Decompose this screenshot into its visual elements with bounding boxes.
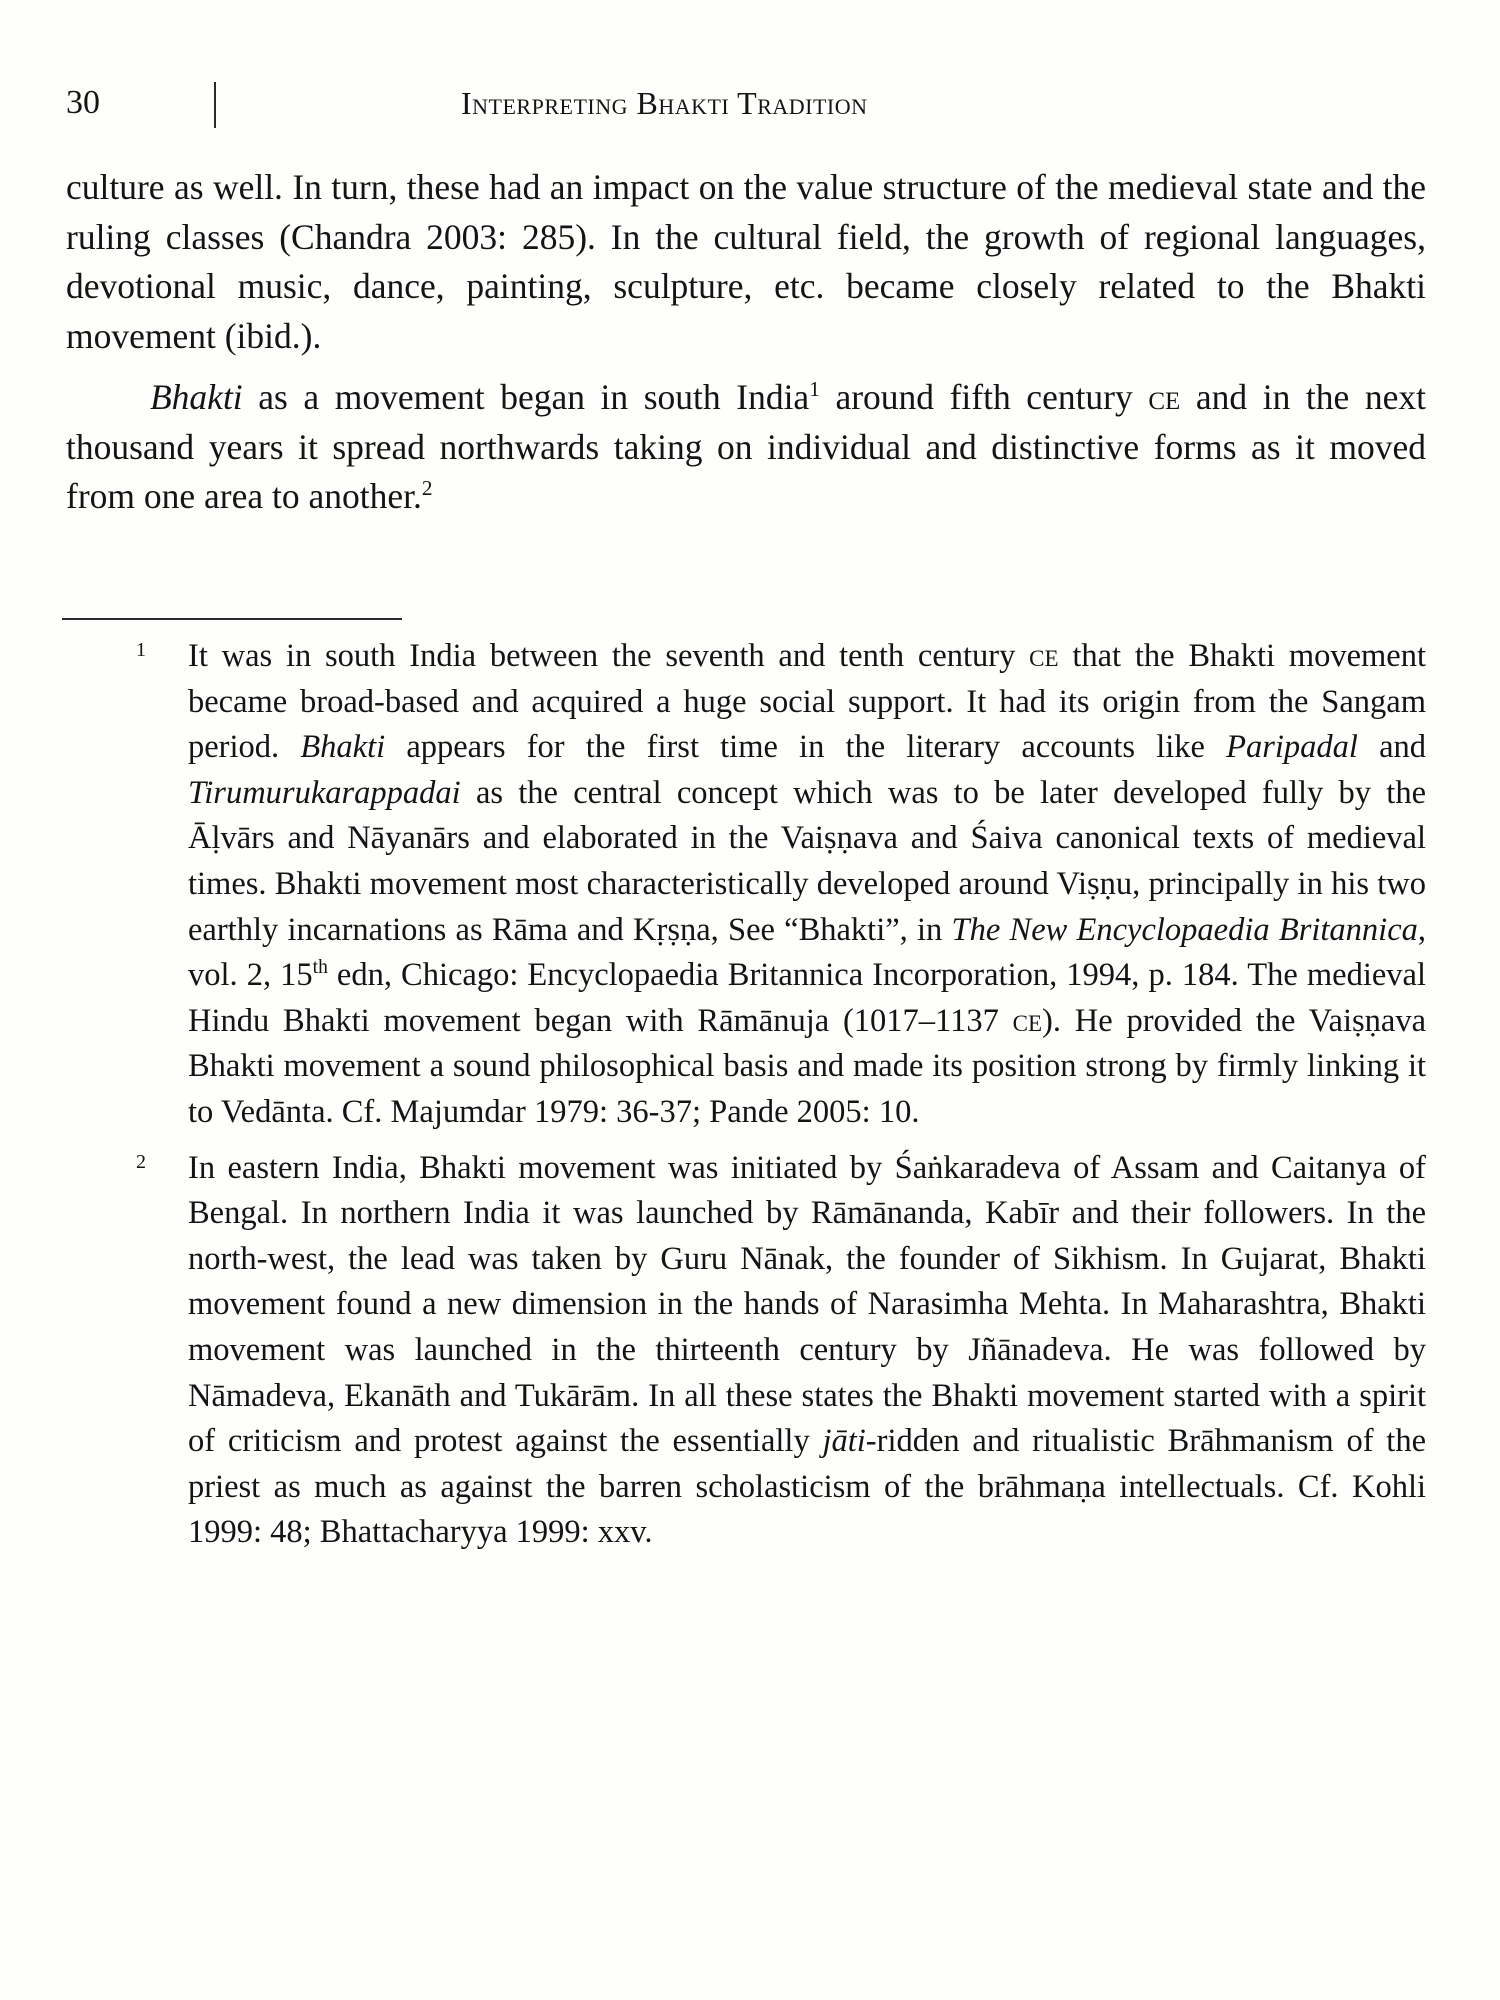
era-abbrev: ce [1148,377,1181,417]
text-run: It was in south India between the seventh and tenth century [188,638,1030,674]
text-run: and [1357,729,1426,766]
footnote-ref-2[interactable]: 2 [421,476,433,501]
italic-term: jāti [822,1423,866,1460]
text-run: In eastern India, Bhakti movement was initiated by Śaṅkaradeva of Assam and Caitanya of Bengal. In northern India it was launched by Rāmānanda, Kabīr and their followers. In the north-west, the lead was taken by Guru Nānak, the founder of Sikhism. In Gujarat, Bhakti movement found a new dimension in the hands of Narasimha Mehta. In Maharashtra, Bhakti movement was launched in the thirteenth century by Jñānadeva. He was followed by Nāmadeva, Ekanāth and Tukārām. In all these states the Bhakti movement started with a spirit of criticism and protest against the essentially [188,1149,1426,1460]
text-run: appears for the first time in the literary accounts like [385,729,1227,766]
text-run: edn, Chicago: Encyclopaedia Britannica Incorporation, 1994, p. 184. The medieval Hindu Bhakti movement began with Rāmānuja (1017–1137 [188,957,1427,1039]
footnote-text [188,1146,1426,1556]
text-run: that the Bhakti movement became broad-based and acquired a huge social support. It had its origin from the Sangam period. [188,638,1427,766]
italic-term: Paripadal [1226,729,1358,766]
header-divider [214,82,216,128]
italic-term: The New Encyclopaedia Britannica [951,911,1418,948]
footnote-separator [62,618,402,620]
text-run: th [312,957,328,979]
paragraph [66,373,1426,522]
page-header [66,78,1426,128]
text-run: as the central concept which was to be later developed fully by the Āḷvārs and Nāyanārs and elaborated in the Vaiṣṇava and Śaiva canonical texts of medieval times. Bhakti movement most characteristically developed around Viṣṇu, principally in his two earthly incarnations as Rāma and Kṛṣṇa, See “Bhakti”, in [188,774,1426,948]
footnote-marker: 1 [136,639,146,661]
italic-term: Bhakti [150,377,243,417]
running-head: Interpreting Bhakti Tradition [461,85,868,121]
footnote-1 [132,634,1426,1136]
text-run: -ridden and ritualistic Brāhmanism of the priest as much as against the barren scholasticism of the brāhmaṇa intellectuals. Cf. Kohli 1999: 48; Bhattacharyya 1999: xxv. [188,1423,1426,1551]
era-abbrev: ce [1012,1002,1043,1039]
text-run: and in the next thousand years it spread northwards taking on individual and distinctive forms as it moved from one area to another. [66,377,1426,516]
text-run: ). He provided the Vaiṣṇava Bhakti movement a sound philosophical basis and made its position strong by firmly linking it to Vedānta. Cf. Majumdar 1979: 36-37; Pande 2005: 10. [188,1002,1426,1130]
page-number: 30 [66,84,100,121]
footnote-2 [132,1146,1426,1556]
text-run: , vol. 2, 15 [188,911,1427,994]
italic-term: Bhakti [300,729,386,766]
footnote-ref-1[interactable]: 1 [809,377,820,402]
italic-term: Tirumurukarappadai [188,774,461,811]
era-abbrev: ce [1029,638,1059,674]
footnote-marker: 2 [136,1150,146,1173]
text-run: as a movement began in south India [242,377,810,417]
paragraph: culture as well. In turn, these had an impact on the value structure of the medieval state and the ruling classes (Chandra 2003: 285). In the cultural field, the growth of regional languages, devotional music, dance, painting, sculpture, etc. became closely related to the Bhakti movement (ibid.). [66,167,1426,356]
footnotes [132,634,1426,1556]
footnote-text [188,634,1426,1136]
main-text [66,163,1426,522]
text-run: around fifth century [819,377,1149,417]
